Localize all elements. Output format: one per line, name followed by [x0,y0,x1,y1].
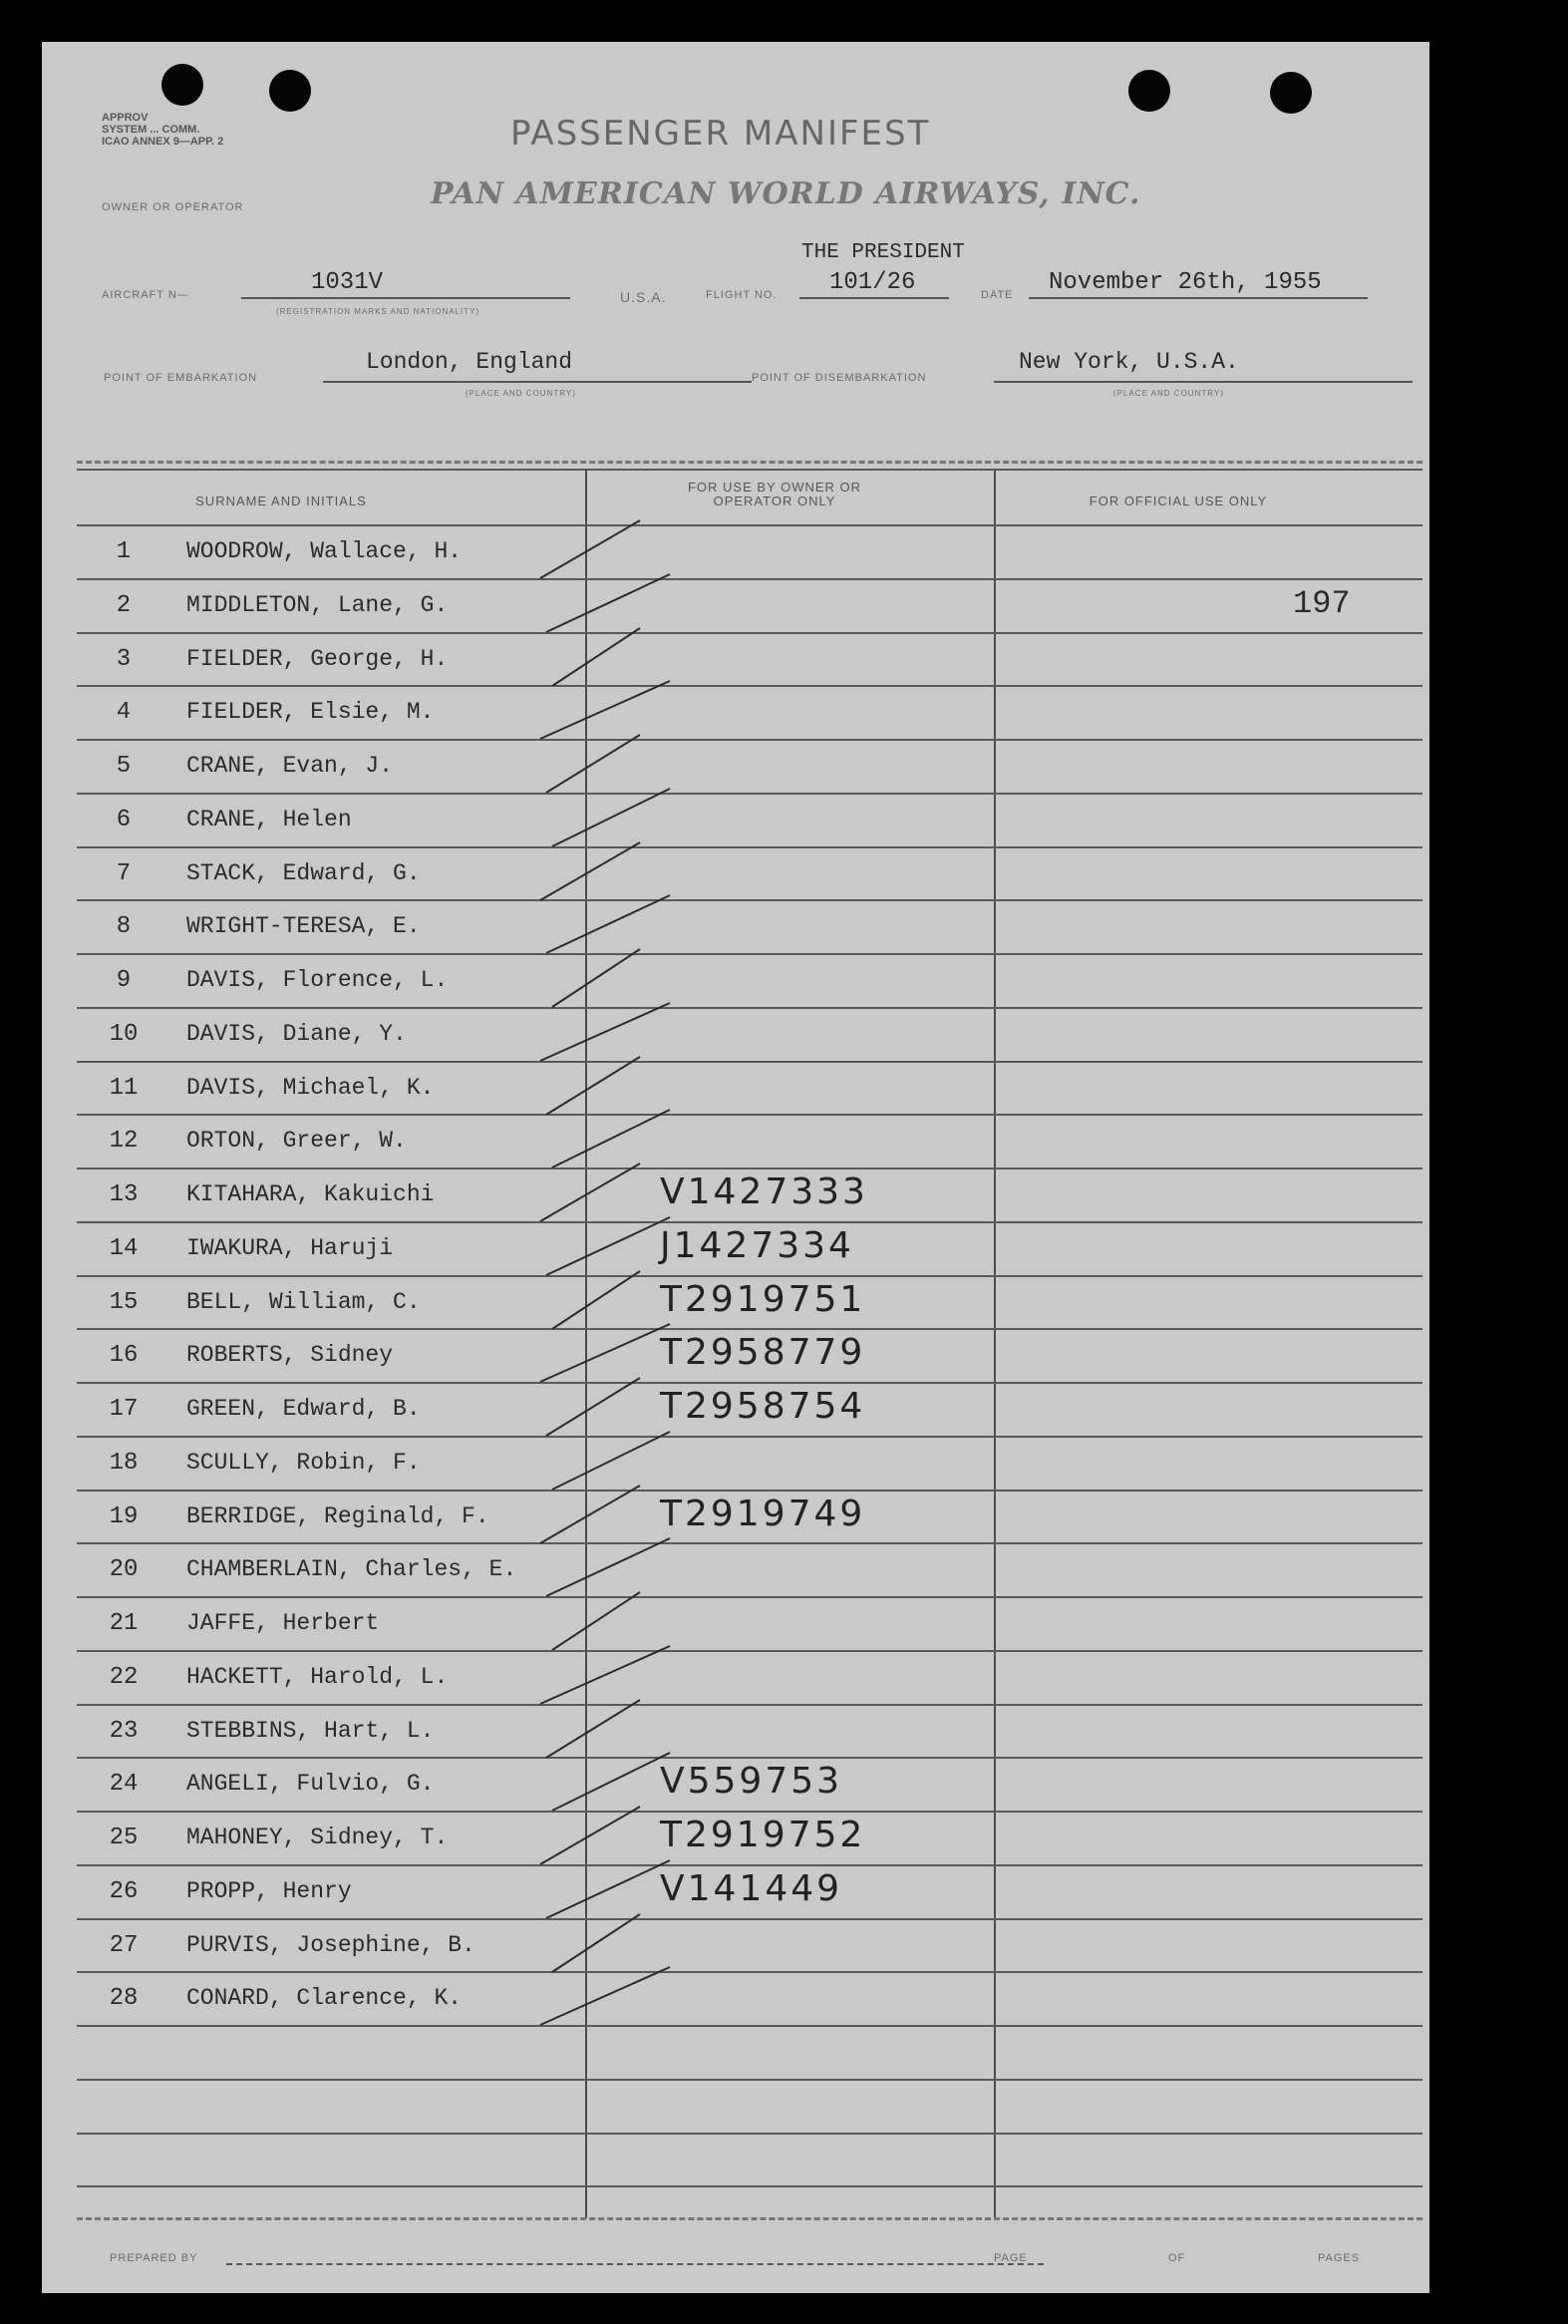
passenger-number: 6 [116,807,132,833]
check-mark [552,1110,670,1167]
check-mark [540,1163,640,1221]
check-mark [552,1753,670,1811]
date-label: DATE [981,289,1014,301]
passenger-name: KITAHARA, Kakuichi [186,1181,435,1207]
passenger-name: WRIGHT-TERESA, E. [186,913,421,939]
passenger-number: 7 [116,860,132,887]
passenger-number: 22 [109,1664,139,1691]
check-mark [546,735,640,793]
check-mark [552,789,670,846]
document-number: T2958754 [660,1386,866,1427]
passenger-number: 21 [109,1610,139,1637]
check-mark [552,1592,640,1650]
passenger-number: 14 [109,1235,139,1262]
passenger-name: CHAMBERLAIN, Charles, E. [186,1556,517,1582]
passenger-number: 25 [109,1825,139,1851]
passenger-name: ANGELI, Fulvio, G. [186,1771,435,1797]
passenger-number: 1 [116,538,132,565]
passenger-name: ROBERTS, Sidney [186,1342,394,1368]
passenger-name: MAHONEY, Sidney, T. [186,1825,449,1850]
check-mark [540,681,670,739]
document-number: V559753 [660,1761,843,1802]
check-mark [552,1914,640,1972]
check-mark [546,895,670,953]
date-value: November 26th, 1955 [1049,269,1322,296]
passenger-name: JAFFE, Herbert [186,1610,380,1636]
flight-name: THE PRESIDENT [801,241,965,264]
passenger-name: IWAKURA, Haruji [186,1235,394,1261]
check-mark [546,1057,640,1115]
check-mark [546,1217,670,1275]
passenger-number: 11 [109,1075,139,1102]
passenger-name: BELL, William, C. [186,1289,421,1315]
passenger-number: 17 [109,1396,139,1423]
passenger-number: 18 [109,1450,139,1477]
pages-label: PAGES [1318,2252,1361,2264]
passenger-number: 27 [109,1932,139,1959]
passenger-name: BERRIDGE, Reginald, F. [186,1503,489,1529]
check-mark [540,520,640,578]
passenger-number: 4 [116,699,132,726]
passenger-number: 26 [109,1878,139,1905]
passenger-number: 19 [109,1503,139,1530]
passenger-name: WOODROW, Wallace, H. [186,538,463,564]
flight-value: 101/26 [829,269,916,296]
passenger-name: CRANE, Evan, J. [186,753,394,779]
document-title: PASSENGER MANIFEST [510,114,931,154]
embark-value: London, England [366,349,573,375]
document-number: V1427333 [660,1171,868,1212]
document-number: T2919749 [660,1494,866,1534]
flight-label: FLIGHT NO. [706,289,778,301]
passenger-name: PROPP, Henry [186,1878,352,1904]
passenger-name: SCULLY, Robin, F. [186,1450,421,1476]
check-mark [540,1003,670,1061]
document-number: T2919751 [660,1279,866,1320]
document-number: T2919752 [660,1815,866,1855]
passenger-name: CRANE, Helen [186,807,352,832]
approval-stamp: APPROV SYSTEM ... COMM. ICAO ANNEX 9—APP. 2 [102,112,224,148]
passenger-number: 9 [116,967,132,994]
aircraft-label: AIRCRAFT N— [102,289,189,301]
disembark-sub: (PLACE AND COUNTRY) [1113,389,1224,398]
passenger-number: 16 [109,1342,139,1369]
passenger-number: 23 [109,1718,139,1745]
check-mark [540,1967,670,2025]
check-mark [552,1271,640,1329]
passenger-number: 13 [109,1181,139,1208]
passenger-number: 8 [116,913,132,940]
prepared-by-label: PREPARED BY [110,2252,198,2264]
passenger-number: 10 [109,1021,139,1048]
check-mark [546,1860,670,1918]
usa-label: U.S.A. [620,289,667,305]
passenger-number: 15 [109,1289,139,1316]
passenger-number: 12 [109,1128,139,1155]
names-column-header: SURNAME AND INITIALS [195,494,367,508]
document-number: T2958779 [660,1332,866,1373]
aircraft-value: 1031V [311,269,384,296]
passenger-name: DAVIS, Michael, K. [186,1075,435,1101]
check-mark [540,1324,670,1382]
passenger-name: CONARD, Clarence, K. [186,1985,463,2011]
passenger-name: DAVIS, Diane, Y. [186,1021,407,1047]
check-mark [540,1646,670,1704]
passenger-number: 24 [109,1771,139,1798]
check-mark [546,574,670,632]
check-mark [540,1486,640,1543]
embark-label: POINT OF EMBARKATION [104,372,258,384]
check-mark [540,1807,640,1864]
passenger-number: 3 [116,646,132,673]
passenger-name: STEBBINS, Hart, L. [186,1718,435,1744]
passenger-name: PURVIS, Josephine, B. [186,1932,475,1958]
manifest-sheet [42,42,1429,2293]
passenger-number: 5 [116,753,132,780]
airline-name: PAN AMERICAN WORLD AIRWAYS, INC. [431,176,1141,211]
passenger-number: 20 [109,1556,139,1583]
passenger-number: 2 [116,592,132,619]
check-mark [546,1538,670,1596]
passenger-name: STACK, Edward, G. [186,860,421,886]
passenger-name: ORTON, Greer, W. [186,1128,407,1154]
check-mark [540,842,640,900]
check-mark [552,1432,670,1490]
check-mark [552,628,640,686]
owner-label: OWNER OR OPERATOR [102,201,244,213]
document-number: V141449 [660,1868,843,1909]
check-mark [546,1700,640,1758]
embark-sub: (PLACE AND COUNTRY) [466,389,576,398]
passenger-name: DAVIS, Florence, L. [186,967,449,993]
page-label: PAGE [994,2252,1028,2264]
check-marks [42,42,1429,2293]
passenger-name: FIELDER, Elsie, M. [186,699,435,725]
check-mark [552,949,640,1007]
page-number: 197 [1293,585,1351,622]
aircraft-sub: (REGISTRATION MARKS AND NATIONALITY) [276,307,480,316]
disembark-value: New York, U.S.A. [1019,349,1239,375]
disembark-label: POINT OF DISEMBARKATION [752,372,927,384]
owner-column-header: FOR USE BY OWNER OR OPERATOR ONLY [687,480,862,508]
check-mark [546,1378,640,1436]
of-label: OF [1168,2252,1186,2264]
document-number: J1427334 [660,1225,854,1266]
passenger-name: MIDDLETON, Lane, G. [186,592,449,618]
passenger-name: FIELDER, George, H. [186,646,449,672]
passenger-name: HACKETT, Harold, L. [186,1664,449,1690]
passenger-number: 28 [109,1985,139,2012]
passenger-name: GREEN, Edward, B. [186,1396,421,1422]
official-column-header: FOR OFFICIAL USE ONLY [1089,494,1268,508]
